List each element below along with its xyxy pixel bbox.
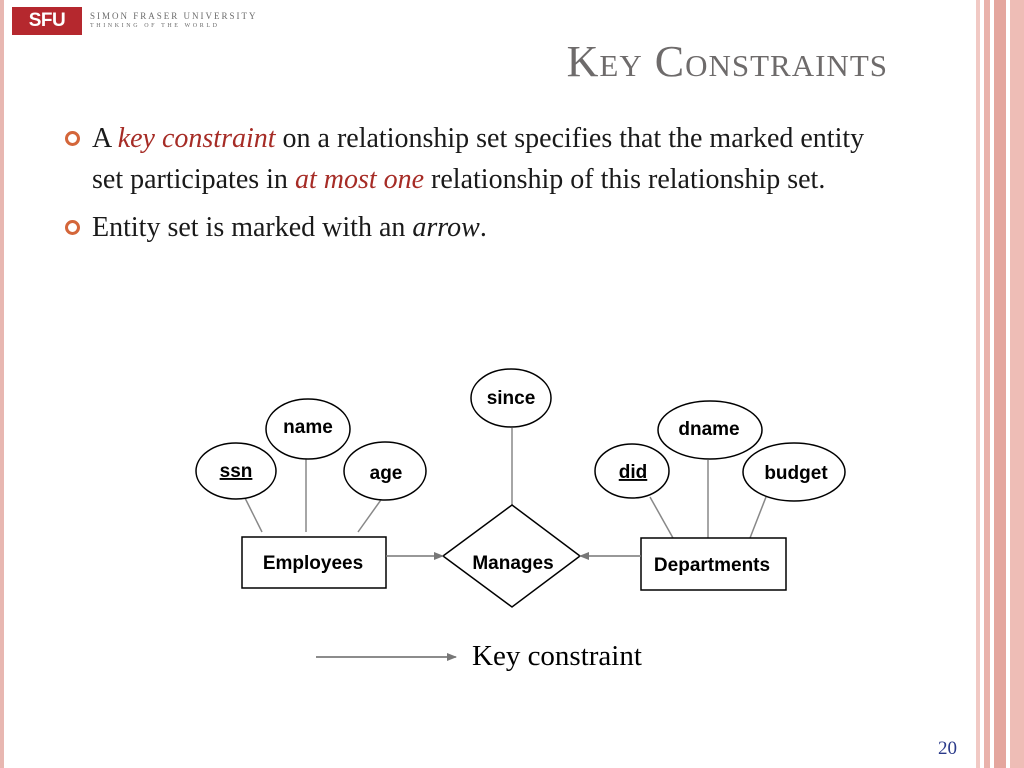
page-number: 20 — [938, 738, 957, 759]
bullet-text: . — [479, 212, 487, 243]
bullet-text: relationship of this relationship set. — [424, 164, 826, 195]
bullet-text: Entity set is marked with an — [92, 212, 413, 243]
attribute-label-dname: dname — [678, 419, 740, 440]
attribute-label-age: age — [369, 463, 403, 484]
legend-label: Key constraint — [472, 640, 642, 672]
slide-title: Key Constraints — [566, 37, 888, 86]
attribute-label-since: since — [486, 388, 536, 409]
logo-abbr: SFU — [12, 7, 82, 35]
bullet-text: A — [92, 123, 118, 154]
bullet-emphasis: at most one — [294, 164, 425, 195]
attribute-label-budget: budget — [764, 463, 828, 484]
attribute-label-did: did — [618, 462, 648, 483]
logo-line-1: SIMON FRASER UNIVERSITY — [90, 11, 258, 21]
attribute-label-ssn: ssn — [219, 461, 253, 482]
bullet-text: on a relationship set specifies that the marked entity set participates in — [92, 123, 865, 195]
logo-line-2: THINKING OF THE WORLD — [90, 23, 220, 29]
entity-label-employees: Employees — [262, 553, 364, 574]
relationship-label-manages: Manages — [472, 553, 554, 574]
entity-label-departments: Departments — [653, 555, 771, 576]
bullet-emphasis: arrow — [412, 212, 480, 243]
bullet-emphasis: key constraint — [117, 123, 276, 154]
attribute-label-name: name — [283, 417, 333, 438]
